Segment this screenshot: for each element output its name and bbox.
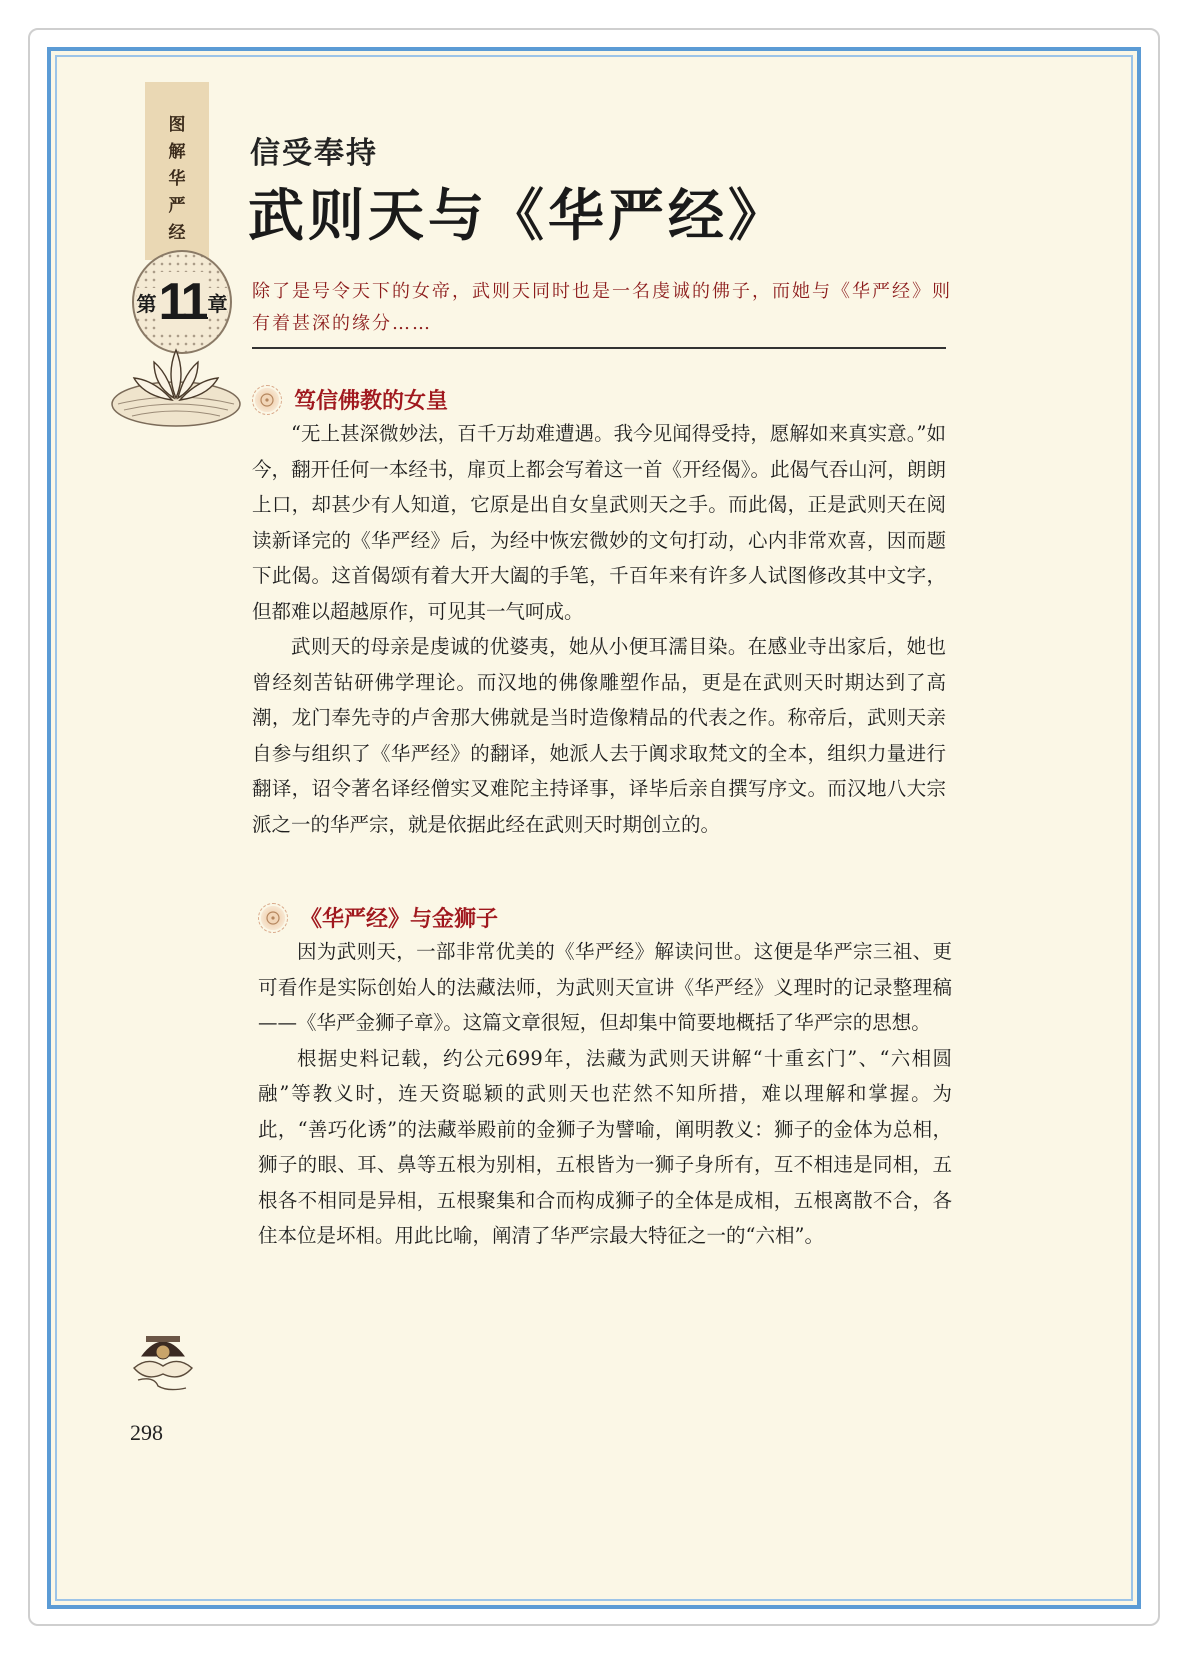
dharma-ornament-icon — [128, 1322, 198, 1394]
book-title-char: 华 — [168, 169, 186, 189]
section-title: 笃信佛教的女皇 — [294, 389, 449, 414]
intro-text: 除了是号令天下的女帝，武则天同时也是一名虔诚的佛子，而她与《华严经》则有着甚深的缘分…… — [252, 281, 952, 334]
book-title-tab — [145, 82, 209, 260]
paragraph: 根据史料记载，约公元699年，法藏为武则天讲解“十重玄门”、“六相圆融”等教义时，连天资聪颖的武则天也茫然不知所措，难以理解和掌握。为此，“善巧化诱”的法藏举殿前的金狮子为譬喻，阐明教义：狮子的金体为总相，狮子的眼、耳、鼻等五根为别相，五根皆为一狮子身所有，互不相违是同相，五根各不相同是异相，五根聚集和合而构成狮子的全体是成相，五根离散不合，各住本位是坏相。用此比喻，阐清了华严宗最大特征之一的“六相”。 — [258, 1046, 952, 1247]
paragraph: 因为武则天，一部非常优美的《华严经》解读问世。这便是华严宗三祖、更可看作是实际创始人的法藏法师，为武则天宣讲《华严经》义理时的记录整理稿——《华严金狮子章》。这篇文章很短，但却集中简要地概括了华严宗的思想。 — [258, 940, 952, 1034]
dharma-wheel-icon — [252, 385, 282, 415]
divider — [252, 347, 946, 349]
book-title-char: 严 — [168, 196, 186, 216]
chapter-number: 11 — [158, 273, 206, 331]
section-body — [258, 934, 952, 1254]
page-number: 298 — [130, 1420, 163, 1445]
book-title-char: 解 — [168, 142, 186, 162]
book-title-char: 图 — [168, 115, 186, 135]
chapter-badge — [132, 250, 232, 354]
section-title: 《华严经》与金狮子 — [300, 907, 499, 932]
page-title: 武则天与《华严经》 — [248, 183, 788, 249]
paragraph: “无上甚深微妙法，百千万劫难遭遇。我今见闻得受持，愿解如来真实意。”如今，翻开任何一本经书，扉页上都会写着这一首《开经偈》。此偈气吞山河，朗朗上口，却甚少有人知道，它原是出自女皇武则天之手。而此偈，正是武则天在阅读新译完的《华严经》后，为经中恢宏微妙的文句打动，心内非常欢喜，因而题下此偈。这首偈颂有着大开大阖的手笔，千百年来有许多人试图修改其中文字，但都难以超越原作，可见其一气呵成。 — [252, 422, 946, 623]
section-subtitle: 信受奉持 — [250, 136, 378, 171]
book-title-char: 经 — [168, 223, 186, 243]
section-heading — [258, 902, 498, 933]
lotus-icon — [108, 340, 244, 430]
section-body — [252, 416, 946, 842]
chapter-suffix: 章 — [207, 288, 227, 317]
paragraph: 武则天的母亲是虔诚的优婆夷，她从小便耳濡目染。在感业寺出家后，她也曾经刻苦钻研佛学理论。而汉地的佛像雕塑作品，更是在武则天时期达到了高潮，龙门奉先寺的卢舍那大佛就是当时造像精品的代表之作。称帝后，武则天亲自参与组织了《华严经》的翻译，她派人去于阗求取梵文的全本，组织力量进行翻译，诏令著名译经僧实叉难陀主持译事，译毕后亲自撰写序文。而汉地八大宗派之一的华严宗，就是依据此经在武则天时期创立的。 — [252, 635, 946, 836]
section-heading — [252, 384, 448, 415]
chapter-prefix: 第 — [137, 288, 157, 317]
dharma-wheel-icon — [258, 903, 288, 933]
